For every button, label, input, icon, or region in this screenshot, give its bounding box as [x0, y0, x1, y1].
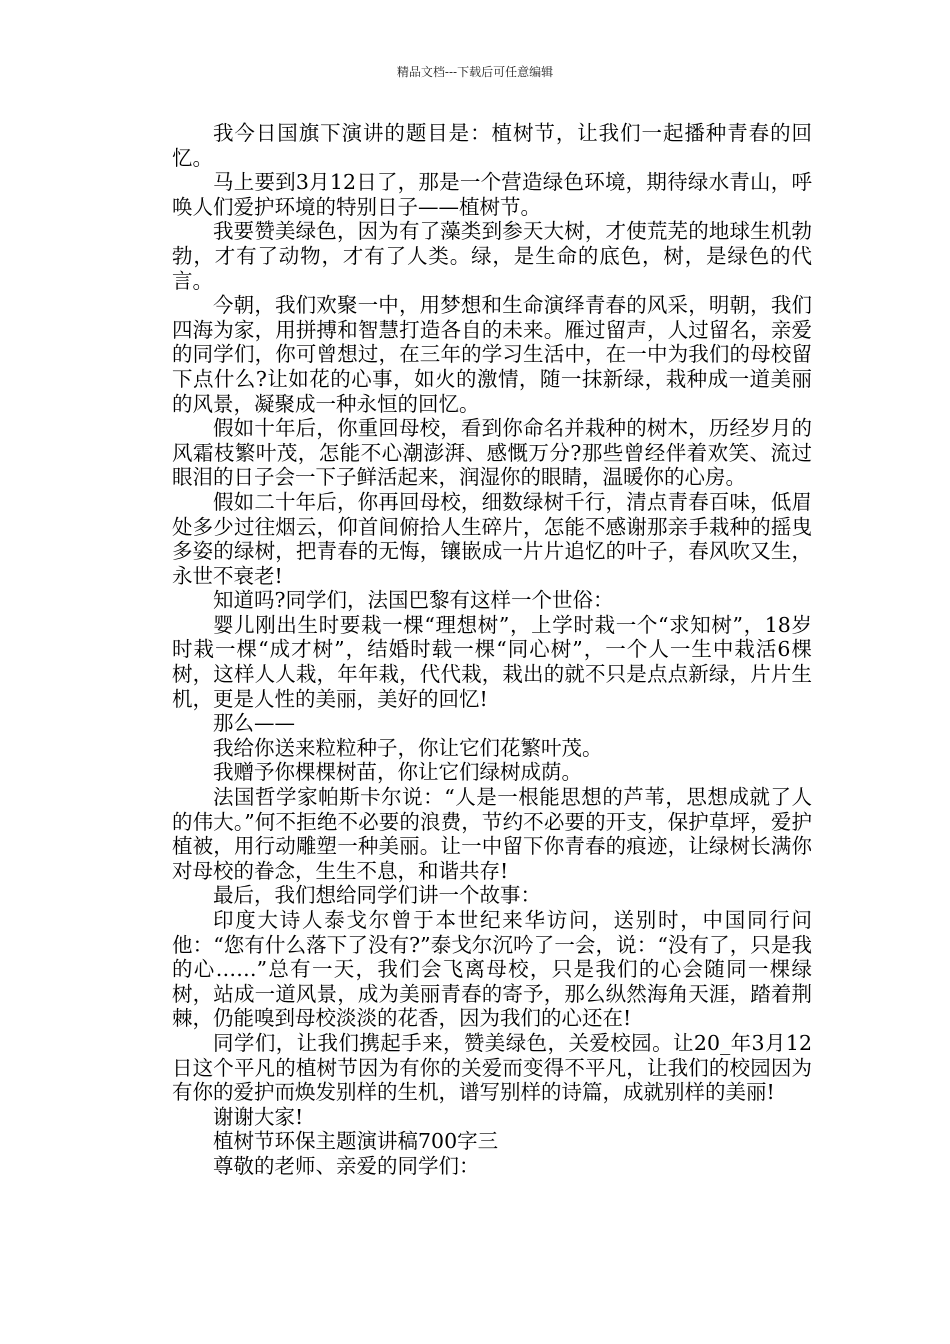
paragraph: 谢谢大家! [213, 1104, 304, 1129]
paragraph: 假如二十年后，你再回母校，细数绿树千行，清点青春百味，低眉处多少过往烟云，仰首间俯拾人生碎片，怎能不感谢那亲手栽种的摇曳多姿的绿树，把青春的无悔，镶嵌成一片片追忆的叶子，春风吹又生，永世不衰老! [172, 489, 812, 588]
paragraph: 我给你送来粒粒种子，你让它们花繁叶茂。 [213, 735, 603, 760]
paragraph: 最后，我们想给同学们讲一个故事： [213, 883, 541, 908]
paragraph: 那么—— [213, 711, 295, 736]
document-body [172, 121, 812, 1179]
paragraph: 印度大诗人泰戈尔曾于本世纪来华访问，送别时，中国同行问他：“您有什么落下了没有?”泰戈尔沉吟了一会，说：“没有了，只是我的心……”总有一天，我们会飞离母校，只是我们的心会随同一棵绿树，站成一道风景，成为美丽青春的寄予，那么纵然海角天涯，踏着荆棘，仍能嗅到母校淡淡的花香，因为我们的心还在! [172, 908, 812, 1031]
paragraph: 我要赞美绿色，因为有了藻类到参天大树，才使荒芜的地球生机勃勃，才有了动物，才有了人类。绿，是生命的底色，树，是绿色的代言。 [172, 219, 812, 293]
page-header: 精品文档---下载后可任意编辑 [396, 65, 554, 79]
paragraph: 婴儿刚出生时要栽一棵“理想树”，上学时栽一个“求知树”，18岁时栽一棵“成才树”，结婚时载一棵“同心树”，一个人一生中栽活6棵树，这样人人栽，年年栽，代代栽，栽出的就不只是点点新绿，片片生机，更是人性的美丽，美好的回忆! [172, 612, 812, 711]
paragraph: 尊敬的老师、亲爱的同学们： [213, 1153, 480, 1178]
paragraph: 知道吗?同学们，法国巴黎有这样一个世俗： [213, 588, 614, 613]
paragraph: 法国哲学家帕斯卡尔说：“人是一根能思想的芦苇，思想成就了人的伟大。”何不拒绝不必要的浪费，节约不必要的开支，保护草坪，爱护植被，用行动雕塑一种美丽。让一中留下你青春的痕迹，让绿树长满你对母校的眷念，生生不息，和谐共存! [172, 785, 812, 883]
paragraph: 我赠予你棵棵树苗，你让它们绿树成荫。 [213, 760, 582, 785]
paragraph: 我今日国旗下演讲的题目是：植树节，让我们一起播种青春的回忆。 [172, 121, 812, 170]
paragraph: 假如十年后，你重回母校，看到你命名并栽种的树木，历经岁月的风霜枝繁叶茂，怎能不心潮澎湃、感慨万分?那些曾经伴着欢笑、流过眼泪的日子会一下子鲜活起来，润湿你的眼睛，温暖你的心房。 [172, 416, 812, 490]
paragraph: 植树节环保主题演讲稿700字三 [213, 1129, 499, 1154]
paragraph: 今朝，我们欢聚一中，用梦想和生命演绎青春的风采，明朝，我们四海为家，用拼搏和智慧打造各自的未来。雁过留声，人过留名，亲爱的同学们，你可曾想过，在三年的学习生活中，在一中为我们的母校留下点什么?让如花的心事，如火的激情，随一抹新绿，栽种成一道美丽的风景，凝聚成一种永恒的回忆。 [172, 293, 812, 416]
paragraph: 同学们，让我们携起手来，赞美绿色，关爱校园。让20_年3月12日这个平凡的植树节因为有你的关爱而变得不平凡，让我们的校园因为有你的爱护而焕发别样的生机，谱写别样的诗篇，成就别样的美丽! [172, 1030, 812, 1105]
paragraph: 马上要到3月12日了，那是一个营造绿色环境，期待绿水青山，呼唤人们爱护环境的特别日子——植树节。 [172, 170, 812, 219]
